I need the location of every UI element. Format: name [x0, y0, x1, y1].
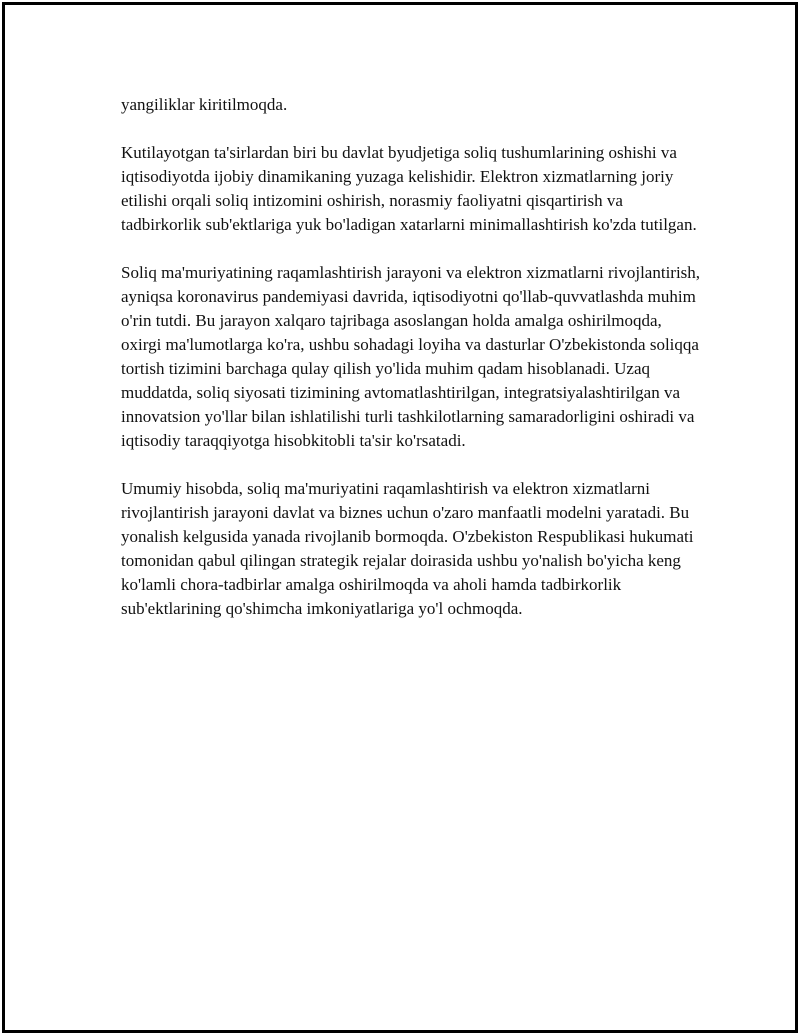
paragraph-digitalization-process: Soliq ma'muriyatining raqamlashtirish jarayoni va elektron xizmatlarni rivojlantirish, ayniqsa koronavirus pandemiyasi davrida, iqtisodiyotni qo'llab-quvvatlashda muhim o'rin tutdi. Bu jarayon xalqaro tajribaga asoslangan holda amalga oshirilmoqda, oxirgi ma'lumotlarga ko'ra, ushbu sohadagi loyiha va dasturlar O'zbekistonda soliqqa tortish tizimini barchaga qulay qilish yo'lida muhim qadam hisoblanadi. Uzaq muddatda, soliq siyosati tizimining avtomatlashtirilgan, integratsiyalashtirilgan va innovatsion yo'llar bilan ishlatilishi turli tashkilotlarning samaradorligini oshiradi va iqtisodiy taraqqiyotga hisobkitobli ta'sir ko'rsatadi.	[121, 263, 701, 450]
paragraph-expected-effects: Kutilayotgan ta'sirlardan biri bu davlat byudjetiga soliq tushumlarining oshishi va iqtisodiyotda ijobiy dinamikaning yuzaga kelishidir. Elektron xizmatlarning joriy etilishi orqali soliq intizomini oshirish, norasmiy faoliyatni qisqartirish va tadbirkorlik sub'ektlariga yuk bo'ladigan xatarlarni minimallashtirish ko'zda tutilgan.	[121, 143, 697, 234]
paragraph-continuation: yangiliklar kiritilmoqda.	[121, 95, 288, 114]
page-content	[121, 93, 701, 645]
page-frame	[2, 2, 798, 1033]
paragraph-summary: Umumiy hisobda, soliq ma'muriyatini raqamlashtirish va elektron xizmatlarni rivojlantirish jarayoni davlat va biznes uchun o'zaro manfaatli modelni yaratadi. Bu yonalish kelgusida yanada rivojlanib bormoqda. O'zbekiston Respublikasi hukumati tomonidan qabul qilingan strategik rejalar doirasida ushbu yo'nalish bo'yicha keng ko'lamli chora-tadbirlar amalga oshirilmoqda va aholi hamda tadbirkorlik sub'ektlarining qo'shimcha imkoniyatlariga yo'l ochmoqda.	[121, 479, 694, 618]
